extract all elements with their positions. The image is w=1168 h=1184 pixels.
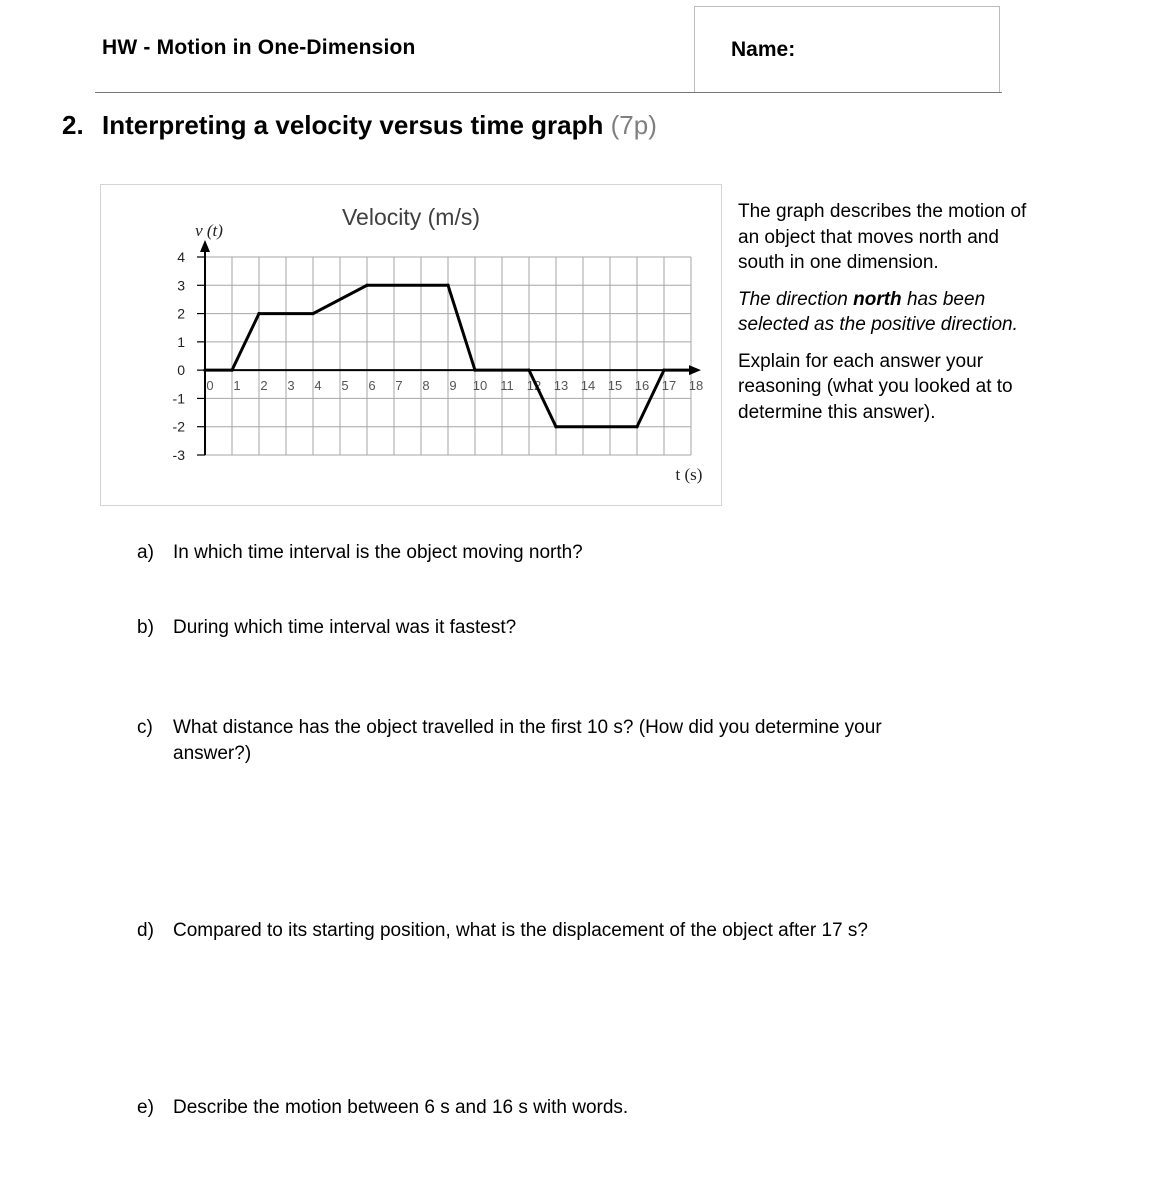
graph-description xyxy=(738,199,1028,436)
question-label: e) xyxy=(137,1097,154,1118)
x-tick-label: 17 xyxy=(661,378,677,394)
x-tick-label: 3 xyxy=(287,378,295,394)
description-p2-end: has been selected as the positive direction. xyxy=(738,288,1018,335)
question-label: b) xyxy=(137,617,154,638)
y-tick-label: -1 xyxy=(172,390,185,407)
x-tick-label: 0 xyxy=(206,378,214,394)
data-point xyxy=(662,369,665,372)
description-p2-bold: north xyxy=(853,288,902,310)
x-tick-label: 10 xyxy=(472,378,488,394)
data-point xyxy=(230,369,233,372)
section-title: Interpreting a velocity versus time graph xyxy=(102,110,604,140)
name-box[interactable] xyxy=(694,6,1000,92)
description-paragraph-3: Explain for each answer your reasoning (what you looked at to determine this answer). xyxy=(738,350,1013,423)
data-point xyxy=(635,425,638,428)
data-point xyxy=(365,284,368,287)
y-tick-label: -2 xyxy=(172,418,185,435)
header-title: HW - Motion in One-Dimension xyxy=(102,36,416,59)
section-number: 2. xyxy=(62,110,84,140)
axes xyxy=(197,240,704,455)
question-text: Describe the motion between 6 s and 16 s with words. xyxy=(173,1097,629,1118)
x-tick-label: 5 xyxy=(341,378,349,394)
question-text: Compared to its starting position, what is the displacement of the object after 17 s? xyxy=(173,920,868,941)
x-tick-label: 9 xyxy=(449,378,457,394)
description-paragraph-2 xyxy=(738,287,1028,338)
question-text: In which time interval is the object moving north? xyxy=(173,542,583,563)
x-tick-label: 13 xyxy=(553,378,569,394)
question-text: During which time interval was it fastest? xyxy=(173,617,517,638)
data-point xyxy=(527,369,530,372)
header-divider xyxy=(95,92,1002,93)
section-points: (7p) xyxy=(610,110,657,140)
x-tick-label: 2 xyxy=(260,378,268,394)
x-tick-label: 11 xyxy=(500,378,514,394)
question-label: a) xyxy=(137,542,154,563)
chart-frame xyxy=(100,184,722,506)
x-tick-label: 12 xyxy=(526,378,542,394)
x-tick-label: 16 xyxy=(634,378,650,394)
y-tick-label: 3 xyxy=(177,277,185,294)
chart-title: Velocity (m/s) xyxy=(341,204,481,230)
x-tick-label: 14 xyxy=(580,378,596,394)
y-axis-arrow xyxy=(200,240,210,252)
description-paragraph-1: The graph describes the motion of an object that moves north and south in one dimension. xyxy=(738,201,1027,273)
question-text: What distance has the object travelled in the first 10 s? (How did you determine your answer?) xyxy=(173,717,882,764)
y-tick-label: 0 xyxy=(177,362,185,379)
data-point xyxy=(446,284,449,287)
name-label: Name: xyxy=(731,38,796,61)
x-tick-label: 4 xyxy=(314,378,322,394)
y-tick-labels xyxy=(173,249,186,463)
y-axis-label: v (t) xyxy=(195,221,223,240)
data-point xyxy=(311,312,314,315)
velocity-time-chart xyxy=(101,185,721,505)
data-point xyxy=(203,369,206,372)
x-axis-label: t (s) xyxy=(675,465,703,484)
x-tick-label: 6 xyxy=(368,378,376,394)
question-label: d) xyxy=(137,920,154,941)
question-label: c) xyxy=(137,717,153,738)
data-point xyxy=(257,312,260,315)
y-tick-label: 1 xyxy=(177,333,185,350)
y-tick-label: -3 xyxy=(172,447,185,463)
x-tick-label: 18 xyxy=(688,378,704,394)
y-tick-label: 2 xyxy=(177,305,185,322)
description-p2-start: The direction xyxy=(738,288,854,310)
x-tick-label: 15 xyxy=(607,378,623,394)
data-point xyxy=(473,369,476,372)
data-point xyxy=(689,369,692,372)
x-tick-label: 8 xyxy=(422,378,430,394)
x-tick-label: 1 xyxy=(233,378,241,394)
y-tick-label: 4 xyxy=(177,249,185,265)
data-point xyxy=(554,425,557,428)
section-heading xyxy=(62,110,657,141)
x-tick-labels xyxy=(206,378,703,393)
x-tick-label: 7 xyxy=(395,378,403,394)
